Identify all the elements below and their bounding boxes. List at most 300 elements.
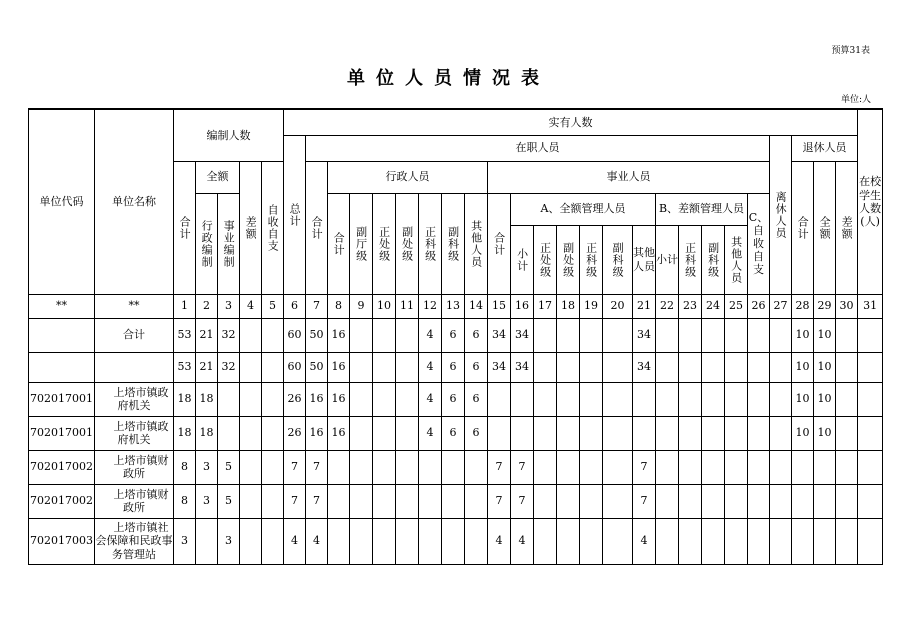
value-cell: 60	[284, 352, 306, 382]
column-index-cell: 31	[858, 294, 883, 318]
unit-code-cell	[29, 318, 95, 352]
value-cell	[836, 518, 858, 564]
value-cell: 34	[633, 318, 656, 352]
value-cell	[702, 450, 725, 484]
column-index-cell: 17	[534, 294, 557, 318]
value-cell: 7	[633, 484, 656, 518]
value-cell: 7	[488, 484, 511, 518]
header-fu-ke-ji: 副科级	[442, 193, 465, 294]
column-index-cell: 30	[836, 294, 858, 318]
unit-name-cell	[95, 318, 174, 352]
value-cell: 10	[792, 318, 814, 352]
unit-name-cell	[95, 352, 174, 382]
header-qita-renyuan-a: 其他人员	[633, 225, 656, 294]
value-cell	[792, 484, 814, 518]
personnel-table	[28, 108, 883, 565]
value-cell	[858, 318, 883, 352]
value-cell: 21	[196, 318, 218, 352]
value-cell: 16	[328, 318, 350, 352]
value-cell	[396, 416, 419, 450]
header-zishou-zizhi: 自收自支	[262, 161, 284, 294]
column-index-cell: 25	[725, 294, 748, 318]
value-cell	[725, 518, 748, 564]
value-cell	[748, 318, 770, 352]
column-index-cell: 12	[419, 294, 442, 318]
value-cell	[770, 318, 792, 352]
header-c-zishou: C、自收自支	[748, 193, 770, 294]
value-cell: 7	[488, 450, 511, 484]
value-cell	[534, 416, 557, 450]
header-xingzheng-bianzhi: 行政编制	[196, 193, 218, 294]
value-cell: 34	[488, 352, 511, 382]
header-heji-shiye: 合计	[488, 193, 511, 294]
data-rows	[29, 318, 883, 564]
value-cell	[725, 416, 748, 450]
value-cell	[419, 450, 442, 484]
column-index-cell: 18	[557, 294, 580, 318]
value-cell	[580, 484, 603, 518]
value-cell	[725, 450, 748, 484]
value-cell: 6	[442, 318, 465, 352]
value-cell	[240, 318, 262, 352]
value-cell: 10	[814, 382, 836, 416]
value-cell	[240, 484, 262, 518]
value-cell	[858, 518, 883, 564]
value-cell	[656, 484, 679, 518]
value-cell: 4	[419, 318, 442, 352]
value-cell	[679, 450, 702, 484]
header-zheng-ke-ji-a: 正科级	[580, 225, 603, 294]
header-fu-chu-ji-a: 副处级	[557, 225, 580, 294]
header-a-quan-e: A、全额管理人员	[511, 193, 656, 225]
value-cell	[557, 416, 580, 450]
column-index-cell: 4	[240, 294, 262, 318]
value-cell	[396, 318, 419, 352]
value-cell: 3	[218, 518, 240, 564]
value-cell: 7	[633, 450, 656, 484]
column-index-cell: **	[29, 294, 95, 318]
value-cell	[603, 518, 633, 564]
value-cell	[580, 318, 603, 352]
unit-name-text: 上塔市镇政府机关	[113, 385, 169, 412]
value-cell	[262, 518, 284, 564]
value-cell	[465, 484, 488, 518]
column-index-cell: 2	[196, 294, 218, 318]
header-cha-e-tuixiu: 差额	[836, 161, 858, 294]
header-tuixiu: 退休人员	[792, 135, 858, 161]
value-cell	[350, 450, 373, 484]
header-xiaoji-b: 小计	[656, 225, 679, 294]
value-cell	[557, 484, 580, 518]
value-cell	[373, 416, 396, 450]
value-cell	[488, 416, 511, 450]
value-cell	[603, 352, 633, 382]
value-cell	[396, 518, 419, 564]
value-cell	[262, 352, 284, 382]
value-cell	[748, 484, 770, 518]
unit-name-text: 上塔市镇政府机关	[113, 419, 169, 446]
header-unit-name: 单位名称	[95, 109, 174, 294]
table-row	[29, 416, 883, 450]
value-cell	[196, 518, 218, 564]
column-index-cell: 19	[580, 294, 603, 318]
value-cell	[262, 416, 284, 450]
value-cell	[770, 416, 792, 450]
value-cell	[770, 382, 792, 416]
value-cell	[328, 484, 350, 518]
header-shiye-bianzhi: 事业编制	[218, 193, 240, 294]
value-cell	[534, 518, 557, 564]
value-cell: 34	[511, 318, 534, 352]
page-title: 单位人员情况表	[347, 68, 550, 89]
header-fu-ke-ji-b: 副科级	[702, 225, 725, 294]
value-cell	[858, 484, 883, 518]
value-cell: 5	[218, 484, 240, 518]
value-cell	[350, 382, 373, 416]
value-cell	[725, 484, 748, 518]
form-number: 预算31表	[831, 46, 870, 56]
value-cell: 53	[174, 352, 196, 382]
column-index-cell: 23	[679, 294, 702, 318]
value-cell: 6	[465, 352, 488, 382]
header-xingzheng-renyuan: 行政人员	[328, 161, 488, 193]
value-cell	[511, 416, 534, 450]
value-cell	[328, 518, 350, 564]
header-zheng-ke-ji: 正科级	[419, 193, 442, 294]
header-fu-ting-ji: 副厅级	[350, 193, 373, 294]
value-cell	[557, 352, 580, 382]
value-cell	[580, 450, 603, 484]
value-cell	[240, 382, 262, 416]
value-cell	[218, 416, 240, 450]
column-index-cell: 21	[633, 294, 656, 318]
value-cell	[373, 484, 396, 518]
header-bianzhi: 编制人数	[174, 109, 284, 161]
unit-name-text: 上塔市镇社会保障和民政事务管理站	[95, 521, 173, 561]
value-cell	[557, 382, 580, 416]
column-index-cell: 20	[603, 294, 633, 318]
value-cell	[442, 484, 465, 518]
value-cell: 4	[511, 518, 534, 564]
value-cell	[748, 416, 770, 450]
value-cell: 10	[792, 382, 814, 416]
unit-name-text: 上塔市镇财政所	[113, 453, 169, 480]
unit-code-cell: 702017002	[29, 450, 95, 484]
value-cell: 4	[633, 518, 656, 564]
value-cell	[580, 416, 603, 450]
value-cell: 18	[174, 416, 196, 450]
value-cell	[373, 450, 396, 484]
value-cell: 21	[196, 352, 218, 382]
unit-code-cell: 702017003	[29, 518, 95, 564]
value-cell	[262, 484, 284, 518]
value-cell	[679, 484, 702, 518]
value-cell: 8	[174, 484, 196, 518]
column-index-cell: 1	[174, 294, 196, 318]
column-index-cell: 29	[814, 294, 836, 318]
value-cell: 3	[196, 484, 218, 518]
unit-name-cell	[95, 382, 174, 416]
unit-code-cell: 702017001	[29, 382, 95, 416]
column-index-cell: 7	[306, 294, 328, 318]
header-heji-xingzheng: 合计	[328, 193, 350, 294]
column-index-cell: 8	[328, 294, 350, 318]
value-cell	[262, 318, 284, 352]
value-cell	[350, 416, 373, 450]
value-cell	[350, 318, 373, 352]
table-row	[29, 318, 883, 352]
value-cell: 53	[174, 318, 196, 352]
value-cell	[702, 484, 725, 518]
value-cell	[603, 450, 633, 484]
column-index-cell: 16	[511, 294, 534, 318]
header-xiaoji: 小计	[511, 225, 534, 294]
header-heji-tuixiu: 合计	[792, 161, 814, 294]
value-cell	[633, 416, 656, 450]
value-cell: 3	[174, 518, 196, 564]
unit-label: 单位:人	[840, 95, 871, 105]
value-cell: 26	[284, 416, 306, 450]
column-index-cell: 28	[792, 294, 814, 318]
value-cell: 34	[633, 352, 656, 382]
value-cell: 6	[442, 352, 465, 382]
value-cell	[580, 382, 603, 416]
header-qita-renyuan-b: 其他人员	[725, 225, 748, 294]
value-cell	[770, 450, 792, 484]
header-fu-chu-ji: 副处级	[396, 193, 419, 294]
value-cell: 3	[196, 450, 218, 484]
value-cell	[858, 382, 883, 416]
value-cell: 10	[814, 352, 836, 382]
header-shiyou: 实有人数	[284, 109, 858, 135]
header-zheng-chu-ji: 正处级	[373, 193, 396, 294]
header-heji-zaizhi: 合计	[306, 161, 328, 294]
value-cell	[748, 352, 770, 382]
unit-name-cell	[95, 518, 174, 564]
column-index-cell: 15	[488, 294, 511, 318]
value-cell	[679, 382, 702, 416]
value-cell: 4	[488, 518, 511, 564]
column-index-cell: 27	[770, 294, 792, 318]
value-cell	[702, 518, 725, 564]
value-cell	[725, 382, 748, 416]
value-cell	[328, 450, 350, 484]
header-heji: 合计	[174, 161, 196, 294]
value-cell	[373, 318, 396, 352]
value-cell: 10	[814, 318, 836, 352]
value-cell	[656, 450, 679, 484]
value-cell	[350, 518, 373, 564]
table-row	[29, 518, 883, 564]
value-cell: 50	[306, 352, 328, 382]
value-cell: 4	[284, 518, 306, 564]
value-cell	[240, 416, 262, 450]
value-cell: 16	[306, 416, 328, 450]
value-cell	[770, 518, 792, 564]
value-cell: 10	[792, 416, 814, 450]
value-cell	[836, 450, 858, 484]
value-cell	[511, 382, 534, 416]
value-cell: 4	[419, 382, 442, 416]
header-quan-e: 全额	[196, 161, 240, 193]
value-cell: 6	[465, 318, 488, 352]
value-cell	[350, 484, 373, 518]
value-cell	[580, 518, 603, 564]
value-cell: 60	[284, 318, 306, 352]
value-cell	[557, 318, 580, 352]
value-cell	[534, 352, 557, 382]
value-cell	[656, 318, 679, 352]
value-cell: 7	[306, 450, 328, 484]
value-cell	[702, 416, 725, 450]
header-zongji: 总计	[284, 135, 306, 294]
value-cell	[373, 382, 396, 416]
value-cell	[465, 518, 488, 564]
column-index-cell: 10	[373, 294, 396, 318]
value-cell: 10	[814, 416, 836, 450]
value-cell: 10	[792, 352, 814, 382]
value-cell: 32	[218, 352, 240, 382]
value-cell	[396, 450, 419, 484]
header-zheng-ke-ji-b: 正科级	[679, 225, 702, 294]
unit-code-cell: 702017002	[29, 484, 95, 518]
value-cell	[836, 318, 858, 352]
value-cell	[725, 352, 748, 382]
header-lixiu: 离休人员	[770, 135, 792, 294]
value-cell: 32	[218, 318, 240, 352]
unit-name-text: 合计	[123, 328, 145, 342]
value-cell: 4	[306, 518, 328, 564]
unit-name-text: 上塔市镇财政所	[113, 487, 169, 514]
value-cell	[702, 318, 725, 352]
value-cell	[656, 382, 679, 416]
value-cell	[603, 318, 633, 352]
value-cell	[557, 450, 580, 484]
value-cell	[814, 484, 836, 518]
value-cell: 6	[442, 382, 465, 416]
value-cell: 4	[419, 352, 442, 382]
value-cell	[836, 382, 858, 416]
unit-name-cell	[95, 484, 174, 518]
value-cell	[603, 382, 633, 416]
value-cell	[534, 318, 557, 352]
value-cell	[419, 518, 442, 564]
table-row	[29, 484, 883, 518]
value-cell: 7	[284, 484, 306, 518]
column-index-cell: 11	[396, 294, 419, 318]
value-cell: 7	[284, 450, 306, 484]
value-cell: 50	[306, 318, 328, 352]
column-index-cell: 13	[442, 294, 465, 318]
value-cell	[603, 416, 633, 450]
column-index-cell: **	[95, 294, 174, 318]
header-quan-e-tuixiu: 全额	[814, 161, 836, 294]
value-cell	[748, 450, 770, 484]
value-cell	[465, 450, 488, 484]
value-cell	[240, 518, 262, 564]
value-cell	[770, 352, 792, 382]
header-zheng-chu-ji-a: 正处级	[534, 225, 557, 294]
header-fu-ke-ji-a: 副科级	[603, 225, 633, 294]
value-cell	[396, 352, 419, 382]
value-cell	[792, 450, 814, 484]
column-index-row	[29, 294, 883, 318]
value-cell	[488, 382, 511, 416]
column-index-cell: 6	[284, 294, 306, 318]
header-zaizhi: 在职人员	[306, 135, 770, 161]
value-cell: 18	[174, 382, 196, 416]
value-cell	[603, 484, 633, 518]
value-cell	[656, 416, 679, 450]
value-cell	[396, 382, 419, 416]
value-cell	[679, 318, 702, 352]
value-cell: 16	[328, 352, 350, 382]
column-index-cell: 3	[218, 294, 240, 318]
header-shiye-renyuan: 事业人员	[488, 161, 770, 193]
value-cell: 16	[306, 382, 328, 416]
value-cell	[814, 518, 836, 564]
value-cell	[748, 518, 770, 564]
column-index-cell: 5	[262, 294, 284, 318]
header-qita-renyuan: 其他人员	[465, 193, 488, 294]
value-cell	[534, 382, 557, 416]
value-cell	[557, 518, 580, 564]
value-cell	[679, 518, 702, 564]
value-cell: 6	[442, 416, 465, 450]
value-cell	[679, 416, 702, 450]
value-cell: 6	[465, 382, 488, 416]
value-cell	[814, 450, 836, 484]
value-cell	[240, 352, 262, 382]
column-index-cell: 24	[702, 294, 725, 318]
value-cell	[442, 518, 465, 564]
unit-name-cell	[95, 450, 174, 484]
unit-code-cell: 702017001	[29, 416, 95, 450]
value-cell: 7	[511, 484, 534, 518]
value-cell	[858, 450, 883, 484]
table-row	[29, 352, 883, 382]
value-cell	[656, 518, 679, 564]
value-cell	[836, 484, 858, 518]
value-cell	[262, 450, 284, 484]
table-row	[29, 450, 883, 484]
value-cell	[419, 484, 442, 518]
header-cha-e: 差额	[240, 161, 262, 294]
value-cell	[836, 416, 858, 450]
value-cell	[373, 352, 396, 382]
value-cell: 34	[488, 318, 511, 352]
value-cell: 16	[328, 416, 350, 450]
header-b-cha-e: B、差额管理人员	[656, 193, 748, 225]
column-index-cell: 26	[748, 294, 770, 318]
column-index-cell: 14	[465, 294, 488, 318]
value-cell: 16	[328, 382, 350, 416]
value-cell: 5	[218, 450, 240, 484]
value-cell	[679, 352, 702, 382]
value-cell	[836, 352, 858, 382]
column-index-cell: 22	[656, 294, 679, 318]
value-cell	[373, 518, 396, 564]
table-row	[29, 382, 883, 416]
column-index-cell: 9	[350, 294, 373, 318]
value-cell	[218, 382, 240, 416]
value-cell	[633, 382, 656, 416]
header-unit-code: 单位代码	[29, 109, 95, 294]
value-cell	[858, 352, 883, 382]
value-cell	[534, 450, 557, 484]
value-cell: 26	[284, 382, 306, 416]
value-cell: 6	[465, 416, 488, 450]
